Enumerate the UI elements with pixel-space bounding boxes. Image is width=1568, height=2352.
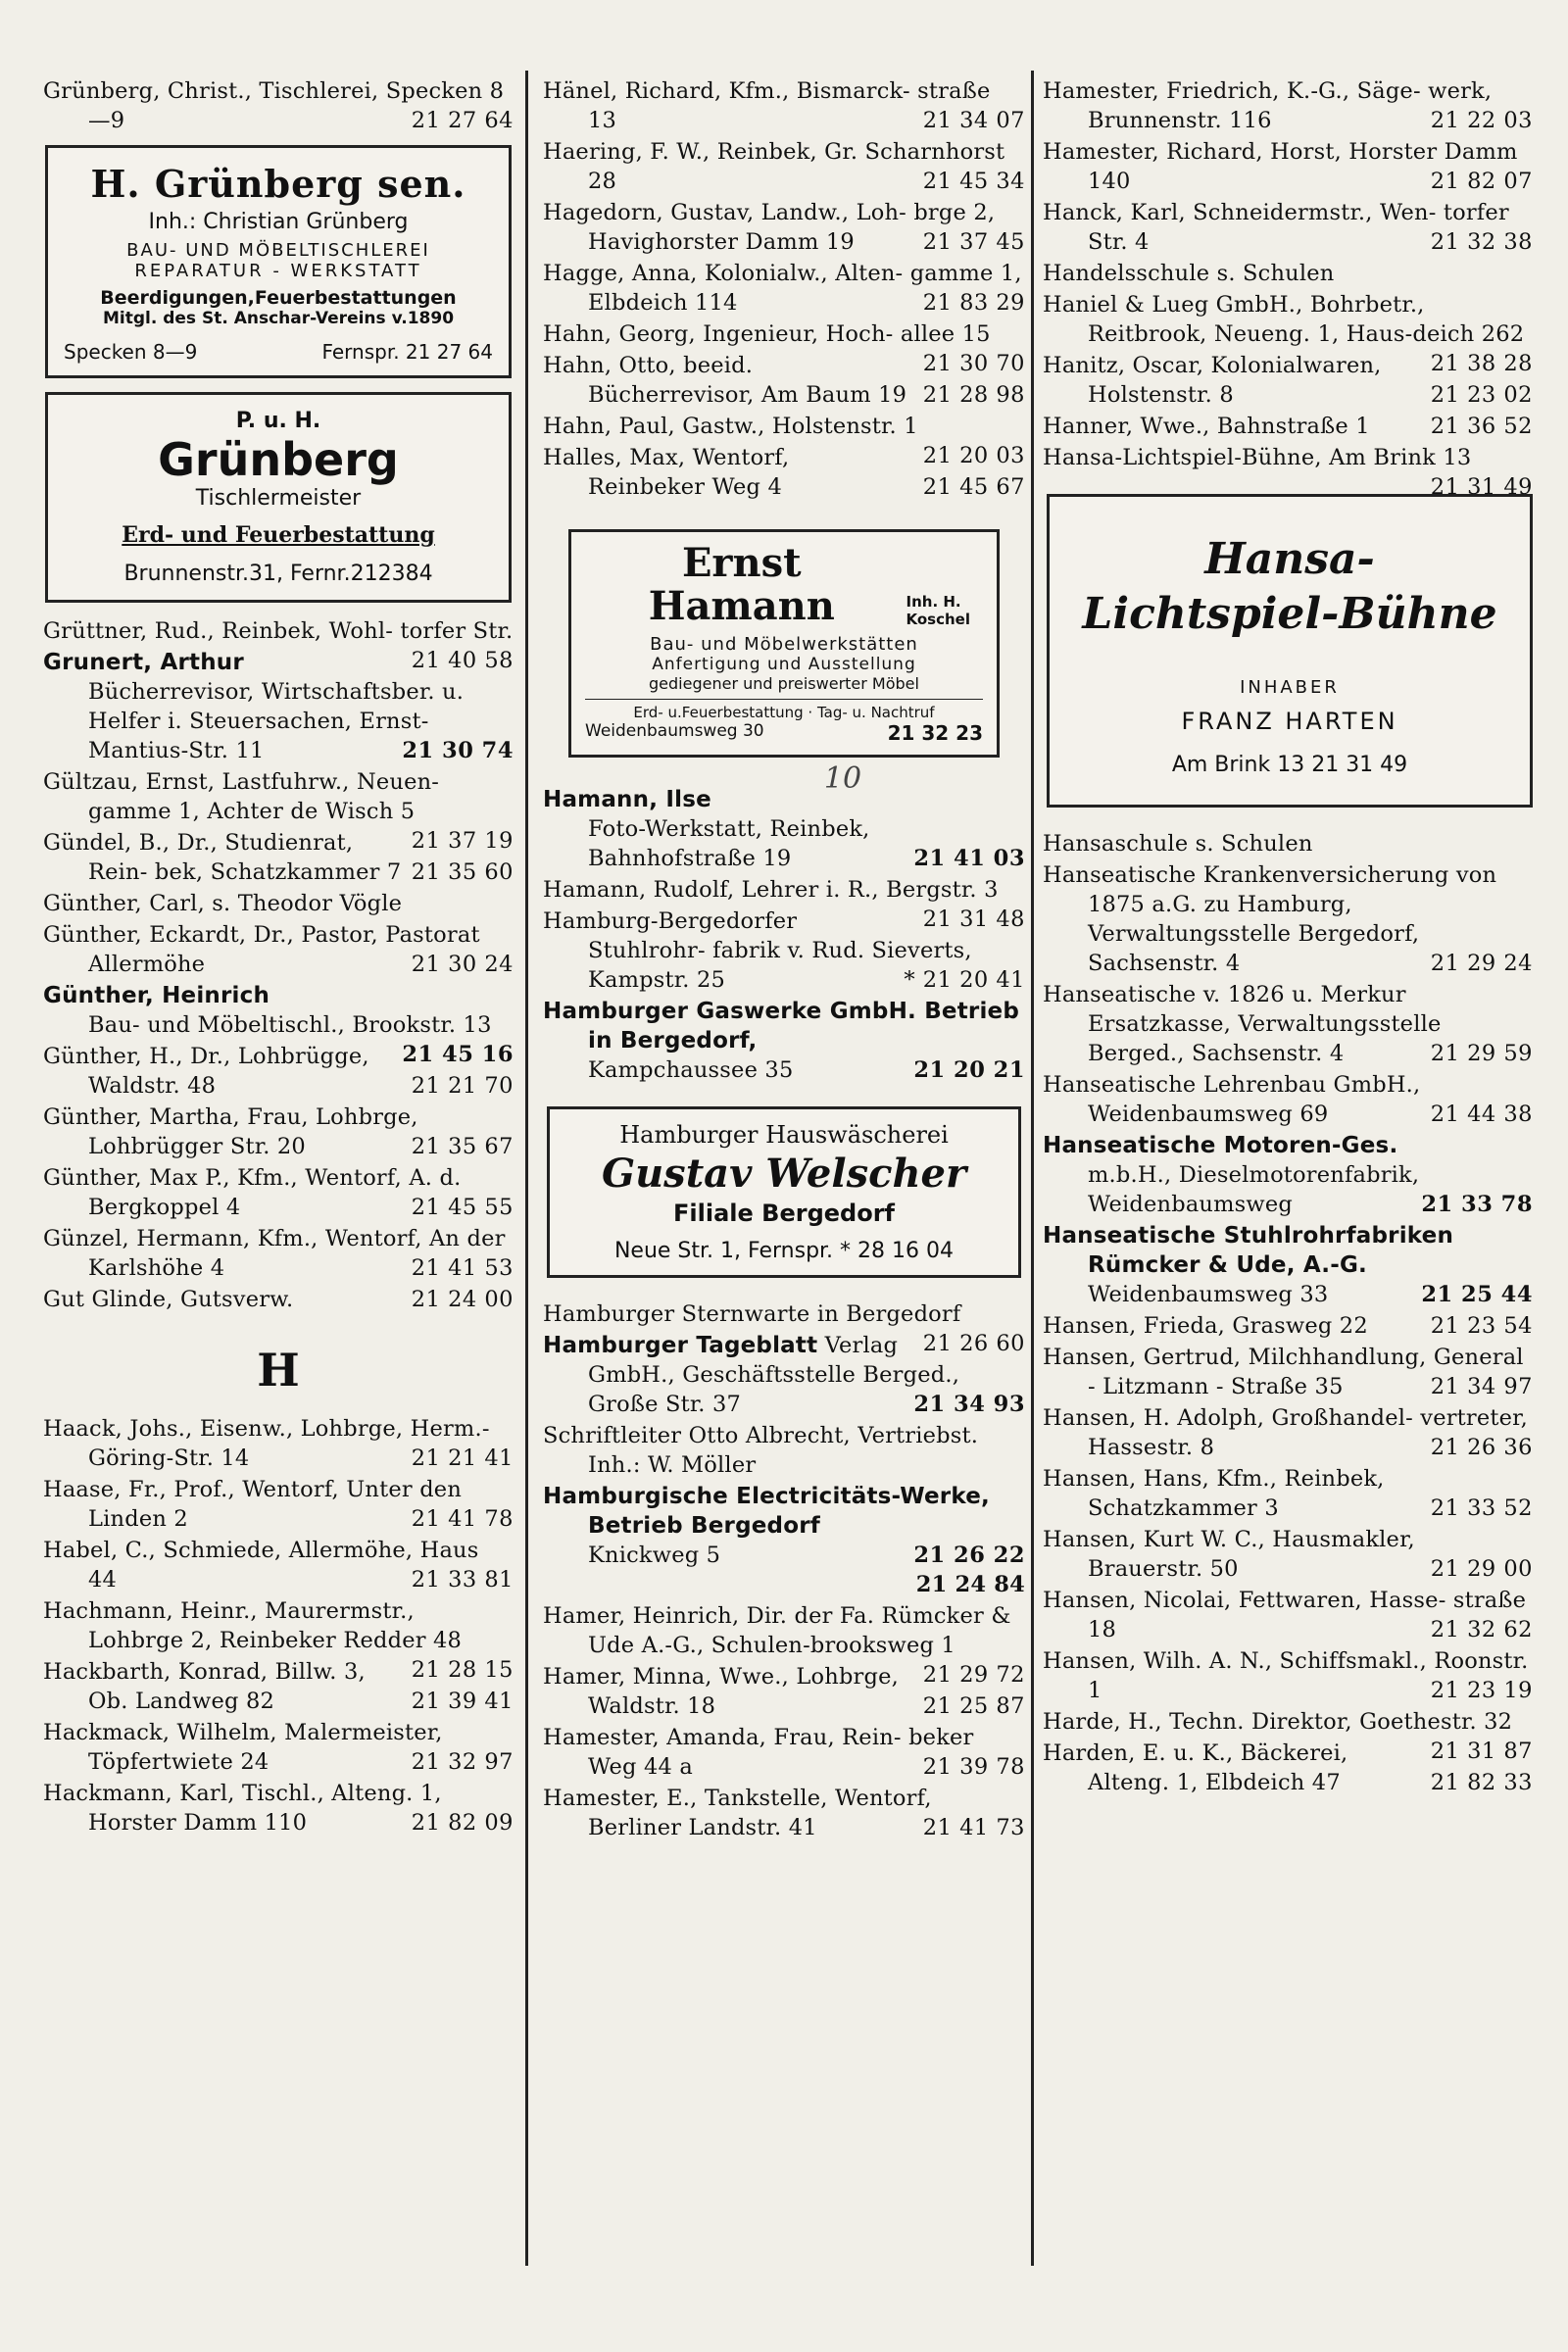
- directory-entry: Hackmack, Wilhelm, Malermeister, Töpfertwiete 24 21 32 97: [43, 1720, 514, 1775]
- directory-entry: Hamester, Amanda, Frau, Rein- beker Weg 44 a 21 39 78: [543, 1725, 1025, 1780]
- directory-entry: Haase, Fr., Prof., Wentorf, Unter den Linden 2 21 41 78: [43, 1477, 514, 1532]
- directory-entry: Hamann, Ilse Foto-Werkstatt, Reinbek, Bahnhofstraße 19 21 41 03: [543, 787, 1025, 871]
- directory-entry: Hänel, Richard, Kfm., Bismarck- straße 13 21 34 07: [543, 78, 1025, 133]
- directory-entry: Harde, H., Techn. Direktor, Goethestr. 32 21 31 87: [1043, 1709, 1533, 1764]
- advertisement-gustav-welscher: Hamburger Hauswäscherei Gustav Welscher Filiale Bergedorf Neue Str. 1, Fernspr. * 28 16 04: [547, 1106, 1021, 1278]
- directory-entry: Hanitz, Oscar, Kolonialwaren, Holstenstr. 8 21 23 02: [1043, 353, 1533, 408]
- directory-entry: Hamester, Friedrich, K.-G., Säge- werk, Brunnenstr. 116 21 22 03: [1043, 78, 1533, 133]
- directory-entry: Grüttner, Rud., Reinbek, Wohl- torfer Str. 21 40 58: [43, 618, 514, 673]
- directory-entry: Schriftleiter Otto Albrecht, Vertriebst. Inh.: W. Möller: [543, 1423, 979, 1478]
- directory-entry: Hansen, H. Adolph, Großhandel- vertreter, Hassestr. 8 21 26 36: [1043, 1405, 1533, 1460]
- directory-entry: Hamburger Sternwarte in Bergedorf 21 26 60: [543, 1301, 1025, 1356]
- handwritten-note: 10: [823, 761, 862, 796]
- directory-entry: Haering, F. W., Reinbek, Gr. Scharnhorst 28 21 45 34: [543, 139, 1025, 194]
- directory-entry: Hansen, Nicolai, Fettwaren, Hasse- straße 18 21 32 62: [1043, 1588, 1533, 1642]
- column-divider-2: [1031, 71, 1034, 2266]
- directory-entry: Günther, Max P., Kfm., Wentorf, A. d. Bergkoppel 4 21 45 55: [43, 1165, 514, 1220]
- ad-title: H. Grünberg sen.: [90, 162, 466, 206]
- advertisement-gruenberg-sen: H. Grünberg sen. Inh.: Christian Grünberg BAU- UND MÖBELTISCHLEREI REPARATUR - WERKSTATT Beerdigungen,Feuerbestattungen Mitgl. des St. Anschar-Vereins v.1890 Specken 8—9 Fernspr. 21 27 64: [45, 145, 512, 378]
- directory-entry: Hansa-Lichtspiel-Bühne, Am Brink 13 21 31 49: [1043, 445, 1533, 500]
- directory-entry: Hackmann, Karl, Tischl., Alteng. 1, Horster Damm 110 21 82 09: [43, 1781, 514, 1836]
- directory-entry: Hansen, Gertrud, Milchhandlung, General - Litzmann - Straße 35 21 34 97: [1043, 1345, 1533, 1399]
- directory-entry: Hamann, Rudolf, Lehrer i. R., Bergstr. 3 21 31 48: [543, 877, 1025, 932]
- directory-entry: Grünberg, Christ., Tischlerei, Specken 8—9 21 27 64: [43, 78, 514, 133]
- directory-entry: Günther, Martha, Frau, Lohbrge, Lohbrügger Str. 20 21 35 67: [43, 1104, 514, 1159]
- directory-entry: Hamburger Gaswerke GmbH. Betrieb in Bergedorf, Kampchaussee 35 21 20 21: [543, 999, 1025, 1083]
- directory-entry: Hanseatische Krankenversicherung von 1875 a.G. zu Hamburg, Verwaltungsstelle Bergedorf, Sachsenstr. 4 21 29 24: [1043, 862, 1533, 976]
- column-2: [543, 76, 1025, 2262]
- ad-title: Ernst Hamann: [648, 540, 835, 629]
- advertisement-ernst-hamann: Ernst Hamann Inh. H. Koschel Bau- und Möbelwerkstätten Anfertigung und Ausstellung gediegener und preiswerter Möbel Erd- u.Feuerbestattung · Tag- u. Nachtruf Weidenbaumsweg 30 21 32 23: [568, 529, 1000, 758]
- directory-entry: Hanseatische Motoren-Ges. m.b.H., Dieselmotorenfabrik, Weidenbaumsweg 21 33 78: [1043, 1133, 1533, 1217]
- column-3: [1043, 76, 1533, 2262]
- directory-entry: Günther, H., Dr., Lohbrügge, Waldstr. 48 21 21 70: [43, 1044, 514, 1099]
- directory-entry: Hahn, Paul, Gastw., Holstenstr. 1 21 20 03: [543, 414, 1025, 468]
- directory-entry: Hamester, Richard, Horst, Horster Damm 140 21 82 07: [1043, 139, 1533, 194]
- directory-entry: Hamer, Minna, Wwe., Lohbrge, Waldstr. 18 21 25 87: [543, 1664, 1025, 1719]
- directory-entry: Hansen, Wilh. A. N., Schiffsmakl., Roonstr. 1 21 23 19: [1043, 1648, 1533, 1703]
- directory-entry: Günther, Carl, s. Theodor Vögle: [43, 891, 403, 916]
- directory-entry: Harden, E. u. K., Bäckerei, Alteng. 1, Elbdeich 47 21 82 33: [1043, 1740, 1533, 1795]
- ad-title: Hansa-: [1204, 534, 1375, 584]
- directory-entry: Hahn, Georg, Ingenieur, Hoch- allee 15 21 30 70: [543, 321, 1025, 376]
- directory-entry: Hamester, E., Tankstelle, Wentorf, Berliner Landstr. 41 21 41 73: [543, 1786, 1025, 1840]
- directory-entry: Hamer, Heinrich, Dir. der Fa. Rümcker & Ude A.-G., Schulen-brooksweg 1 21 29 72: [543, 1603, 1025, 1688]
- directory-entry: Gut Glinde, Gutsverw. 21 24 00: [43, 1287, 514, 1312]
- directory-entry: Hagge, Anna, Kolonialw., Alten- gamme 1, Elbdeich 114 21 83 29: [543, 261, 1025, 316]
- directory-entry: Günzel, Hermann, Kfm., Wentorf, An der Karlshöhe 4 21 41 53: [43, 1226, 514, 1281]
- directory-entry: Gündel, B., Dr., Studienrat, Rein- bek, Schatzkammer 7 21 35 60: [43, 830, 514, 885]
- directory-entry: Hanseatische v. 1826 u. Merkur Ersatzkasse, Verwaltungsstelle Berged., Sachsenstr. 4 21 29 59: [1043, 982, 1533, 1066]
- directory-entry: Hansen, Hans, Kfm., Reinbek, Schatzkammer 3 21 33 52: [1043, 1466, 1533, 1521]
- directory-entry: Hahn, Otto, beeid. Bücherrevisor, Am Baum 19 21 28 98: [543, 353, 1025, 408]
- directory-entry: Hackbarth, Konrad, Billw. 3, Ob. Landweg 82 21 39 41: [43, 1659, 514, 1714]
- directory-entry: Günther, Heinrich Bau- und Möbeltischl., Brookstr. 13 21 45 16: [43, 983, 514, 1067]
- directory-entry: Gültzau, Ernst, Lastfuhrw., Neuen- gamme 1, Achter de Wisch 5 21 37 19: [43, 769, 514, 854]
- directory-entry: Grunert, Arthur Bücherrevisor, Wirtschaftsber. u. Helfer i. Steuersachen, Ernst-Mantius-Str. 11 21 30 74: [43, 650, 514, 763]
- column-1: [43, 76, 514, 2262]
- directory-entry: Hamburg-Bergedorfer Stuhlrohr- fabrik v. Rud. Sieverts, Kampstr. 25 * 21 20 41: [543, 908, 1025, 993]
- directory-entry: Hansaschule s. Schulen: [1043, 831, 1313, 857]
- directory-entry: Hanseatische Stuhlrohrfabriken Rümcker & Ude, A.-G. Weidenbaumsweg 33 21 25 44: [1043, 1223, 1533, 1307]
- section-letter: H: [257, 1344, 300, 1396]
- directory-entry: Halles, Max, Wentorf, Reinbeker Weg 4 21 45 67: [543, 445, 1025, 500]
- directory-entry: Habel, C., Schmiede, Allermöhe, Haus 44 21 33 81: [43, 1538, 514, 1592]
- directory-entry: Haack, Johs., Eisenw., Lohbrge, Herm.-Göring-Str. 14 21 21 41: [43, 1416, 514, 1471]
- directory-entry: Hanner, Wwe., Bahnstraße 1 21 36 52: [1043, 414, 1533, 439]
- directory-entry: Hansen, Frieda, Grasweg 22 21 23 54: [1043, 1313, 1533, 1339]
- directory-entry: Günther, Eckardt, Dr., Pastor, Pastorat Allermöhe 21 30 24: [43, 922, 514, 977]
- advertisement-hansa-lichtspiel-buehne: Hansa- Lichtspiel-Bühne INHABER FRANZ HARTEN Am Brink 13 21 31 49: [1047, 494, 1533, 808]
- directory-entry: Handelsschule s. Schulen: [1043, 261, 1335, 286]
- directory-entry: Hansen, Kurt W. C., Hausmakler, Brauerstr. 50 21 29 00: [1043, 1527, 1533, 1582]
- directory-entry: Hanck, Karl, Schneidermstr., Wen- torfer Str. 4 21 32 38: [1043, 200, 1533, 255]
- directory-entry: Hagedorn, Gustav, Landw., Loh- brge 2, Havighorster Damm 19 21 37 45: [543, 200, 1025, 255]
- directory-entry: Hachmann, Heinr., Maurermstr., Lohbrge 2, Reinbeker Redder 48 21 28 15: [43, 1598, 514, 1683]
- directory-entry: Hamburgische Electricitäts-Werke, Betrieb Bergedorf Knickweg 5 21 26 22 21 24 84: [543, 1484, 1025, 1597]
- advertisement-gruenberg-puh: P. u. H. Grünberg Tischlermeister Erd- und Feuerbestattung Brunnenstr.31, Fernr.212384: [45, 392, 512, 603]
- directory-entry: Hamburger Tageblatt Verlag GmbH., Geschäftsstelle Berged., Große Str. 37 21 34 93: [543, 1333, 1025, 1417]
- directory-entry: Hanseatische Lehrenbau GmbH., Weidenbaumsweg 69 21 44 38: [1043, 1072, 1533, 1127]
- ad-title: Gustav Welscher: [601, 1151, 967, 1197]
- ad-title: Grünberg: [158, 433, 399, 486]
- directory-entry: Haniel & Lueg GmbH., Bohrbetr., Reitbrook, Neueng. 1, Haus-deich 262 21 38 28: [1043, 292, 1533, 376]
- column-divider-1: [525, 71, 528, 2266]
